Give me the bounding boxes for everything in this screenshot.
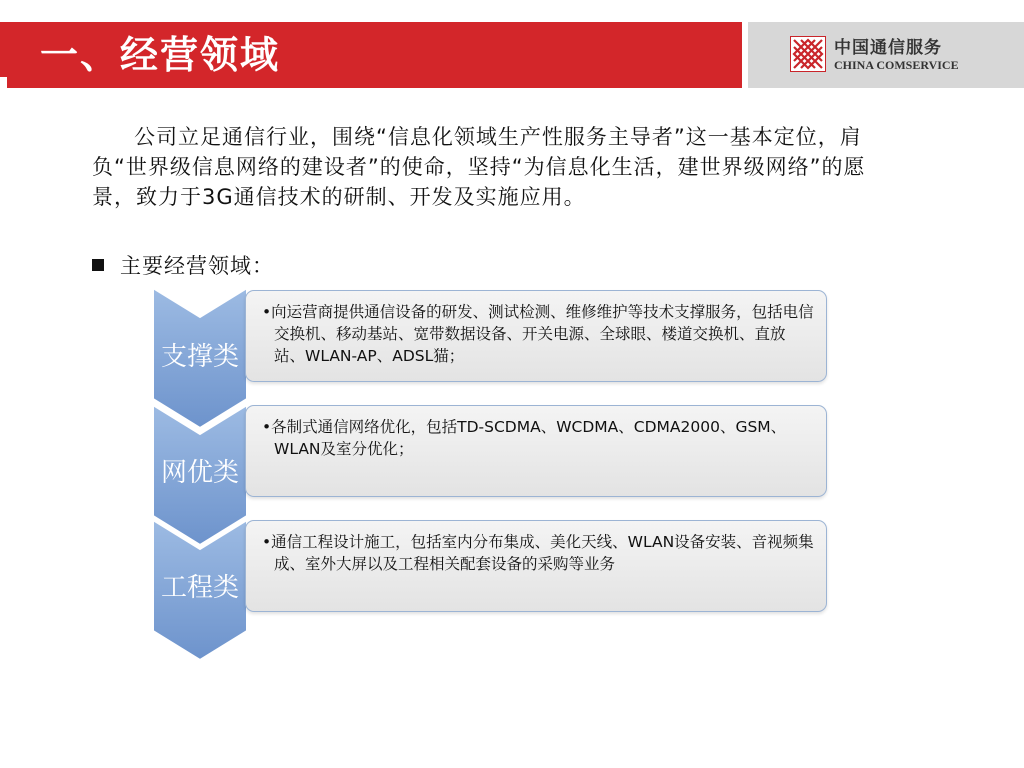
area-box-optimization bbox=[245, 405, 827, 497]
section-heading-text: 主要经营领域： bbox=[120, 254, 274, 278]
area-label-engineering: 工程类 bbox=[160, 573, 239, 603]
area-text-support: •向运营商提供通信设备的研发、测试检测、维修维护等技术支撑服务，包括电信交换机、移动基站、宽带数据设备、开关电源、全球眼、楼道交换机、直放站、WLAN-AP、ADSL猫； bbox=[262, 303, 814, 365]
area-label-support: 支撑类 bbox=[160, 342, 239, 372]
intro-paragraph: 公司立足通信行业，围绕“信息化领域生产性服务主导者”这一基本定位，肩负“世界级信息网络的建设者”的使命，坚持“为信息化生活，建世界级网络”的愿景，致力于3G通信技术的研制、开发及实施应用。 bbox=[92, 125, 866, 209]
area-text-engineering: •通信工程设计施工，包括室内分布集成、美化天线、WLAN设备安装、音视频集成、室外大屏以及工程相关配套设备的采购等业务 bbox=[262, 533, 814, 573]
area-label-optimization: 网优类 bbox=[160, 458, 239, 488]
area-box-support bbox=[245, 290, 827, 382]
area-box-engineering bbox=[245, 520, 827, 612]
brand-name-en: CHINA COMSERVICE bbox=[834, 58, 959, 72]
brand-name-cn: 中国通信服务 bbox=[834, 38, 942, 58]
page-title: 一、经营领域 bbox=[40, 32, 281, 77]
square-bullet-icon bbox=[92, 259, 104, 271]
area-text-optimization: •各制式通信网络优化，包括TD-SCDMA、WCDMA、CDMA2000、GSM、WLAN及室分优化； bbox=[262, 418, 787, 458]
section-heading bbox=[92, 253, 274, 279]
china-comservice-logo-icon bbox=[790, 36, 826, 72]
